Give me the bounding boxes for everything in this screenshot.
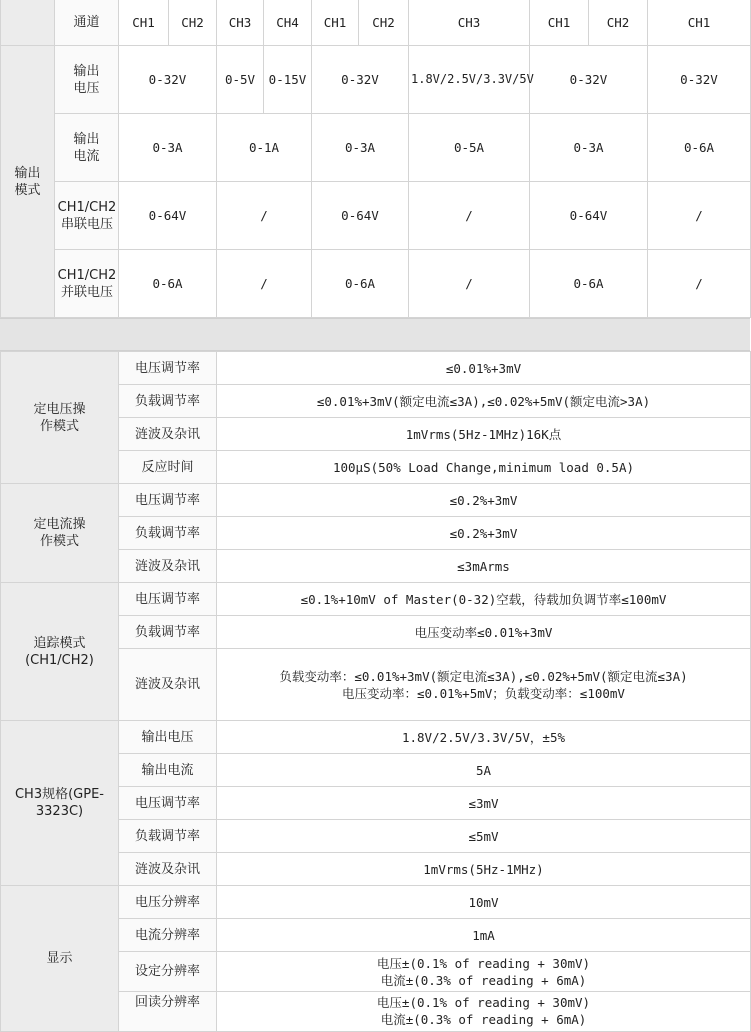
value-cell: 0-32V	[648, 46, 751, 114]
row-label: 输出电压	[55, 46, 119, 114]
row-label: CH1/CH2串联电压	[55, 182, 119, 250]
spec-value: ≤0.2%+3mV	[217, 517, 751, 550]
section-divider	[0, 318, 750, 351]
mode-spec-table	[0, 351, 751, 1032]
spec-value-line: 电压±(0.1% of reading + 30mV)	[376, 955, 591, 971]
spec-label: 涟波及杂讯	[119, 418, 217, 451]
spec-label: 电压调节率	[119, 352, 217, 385]
value-cell: 0-64V	[312, 182, 409, 250]
spec-value: 1.8V/2.5V/3.3V/5V，±5%	[217, 721, 751, 754]
spec-label: 负载调节率	[119, 385, 217, 418]
series-voltage-row	[1, 182, 751, 250]
spec-value: ≤5mV	[217, 820, 751, 853]
value-cell: /	[648, 182, 751, 250]
value-cell: 0-6A	[119, 250, 217, 318]
spec-value: 10mV	[217, 886, 751, 919]
spec-value: 100μS(50% Load Change,minimum load 0.5A)	[217, 451, 751, 484]
spec-value: ≤3mV	[217, 787, 751, 820]
spec-value: ≤3mArms	[217, 550, 751, 583]
spec-label: 电压分辨率	[119, 886, 217, 919]
spec-label: 涟波及杂讯	[119, 649, 217, 721]
output-mode-label: 输出模式	[1, 46, 55, 318]
value-cell: /	[217, 250, 312, 318]
spec-label: 涟波及杂讯	[119, 853, 217, 886]
channel-cell: CH1	[648, 0, 751, 46]
channel-cell: CH1	[312, 0, 359, 46]
spec-label: 负载调节率	[119, 517, 217, 550]
spec-value: 5A	[217, 754, 751, 787]
channel-header-label: 通道	[55, 0, 119, 46]
spec-label: 回读分辨率	[119, 992, 217, 1032]
value-cell: 0-1A	[217, 114, 312, 182]
group-label-ch3: CH3规格(GPE-3323C)	[1, 721, 119, 886]
spec-value: 1mVrms(5Hz-1MHz)16K点	[217, 418, 751, 451]
spec-value-line: 电压±(0.1% of reading + 30mV)	[376, 995, 591, 1010]
channel-spec-table	[0, 0, 751, 318]
spec-value: 电压变动率≤0.01%+3mV	[217, 616, 751, 649]
spec-value-line: 电压变动率：≤0.01%+5mV；负载变动率：≤100mV	[342, 685, 625, 701]
parallel-current-row	[1, 250, 751, 318]
value-cell: 0-6A	[530, 250, 648, 318]
channel-cell: CH3	[217, 0, 264, 46]
value-cell: 0-15V	[264, 46, 312, 114]
row-label: CH1/CH2并联电压	[55, 250, 119, 318]
spec-label: 输出电流	[119, 754, 217, 787]
spec-value	[217, 952, 751, 992]
channel-cell: CH3	[409, 0, 530, 46]
value-cell: 0-64V	[530, 182, 648, 250]
spec-value: 1mA	[217, 919, 751, 952]
spec-value-line: 电流±(0.3% of reading + 6mA)	[380, 1012, 587, 1027]
blank-corner-cell	[1, 0, 55, 46]
value-cell: 0-32V	[312, 46, 409, 114]
spec-value: ≤0.2%+3mV	[217, 484, 751, 517]
value-cell: 0-32V	[119, 46, 217, 114]
spec-label: 输出电压	[119, 721, 217, 754]
spec-label: 负载调节率	[119, 820, 217, 853]
value-cell: 0-6A	[648, 114, 751, 182]
spec-value: ≤0.01%+3mV(额定电流≤3A),≤0.02%+5mV(额定电流>3A)	[217, 385, 751, 418]
value-cell: 0-3A	[530, 114, 648, 182]
channel-cell: CH2	[169, 0, 217, 46]
output-current-row	[1, 114, 751, 182]
spec-row	[1, 721, 751, 754]
value-cell: 0-5V	[217, 46, 264, 114]
spec-value-line: 负载变动率：≤0.01%+3mV(额定电流≤3A),≤0.02%+5mV(额定电流≤3A)	[279, 668, 688, 684]
spec-row	[1, 886, 751, 919]
group-label-display: 显示	[1, 886, 119, 1032]
spec-value-line: 电流±(0.3% of reading + 6mA)	[380, 972, 587, 988]
spec-row	[1, 352, 751, 385]
value-cell: /	[409, 182, 530, 250]
spec-row	[1, 583, 751, 616]
spec-value	[217, 992, 751, 1032]
spec-label: 电压调节率	[119, 583, 217, 616]
channel-cell: CH1	[119, 0, 169, 46]
spec-value	[217, 649, 751, 721]
value-cell: 1.8V/2.5V/3.3V/5V	[409, 46, 530, 114]
spec-label: 反应时间	[119, 451, 217, 484]
value-cell: 0-5A	[409, 114, 530, 182]
value-cell: 0-6A	[312, 250, 409, 318]
value-cell: 0-3A	[312, 114, 409, 182]
channel-header-row	[1, 0, 751, 46]
spec-label: 负载调节率	[119, 616, 217, 649]
value-cell: /	[409, 250, 530, 318]
value-cell: 0-64V	[119, 182, 217, 250]
spec-label: 涟波及杂讯	[119, 550, 217, 583]
row-label: 输出电流	[55, 114, 119, 182]
spec-label: 设定分辨率	[119, 952, 217, 992]
spec-value: ≤0.1%+10mV of Master(0-32)空载，待载加负调节率≤100mV	[217, 583, 751, 616]
spec-value: 1mVrms(5Hz-1MHz)	[217, 853, 751, 886]
channel-cell: CH2	[589, 0, 648, 46]
output-voltage-row	[1, 46, 751, 114]
channel-cell: CH1	[530, 0, 589, 46]
group-label-cv: 定电压操作模式	[1, 352, 119, 484]
value-cell: 0-32V	[530, 46, 648, 114]
value-cell: 0-3A	[119, 114, 217, 182]
spec-label: 电压调节率	[119, 787, 217, 820]
spec-label: 电流分辨率	[119, 919, 217, 952]
value-cell: /	[648, 250, 751, 318]
group-label-cc: 定电流操作模式	[1, 484, 119, 583]
value-cell: /	[217, 182, 312, 250]
group-label-tracking: 追踪模式(CH1/CH2)	[1, 583, 119, 721]
spec-value: ≤0.01%+3mV	[217, 352, 751, 385]
spec-label: 电压调节率	[119, 484, 217, 517]
channel-cell: CH2	[359, 0, 409, 46]
channel-cell: CH4	[264, 0, 312, 46]
spec-row	[1, 484, 751, 517]
